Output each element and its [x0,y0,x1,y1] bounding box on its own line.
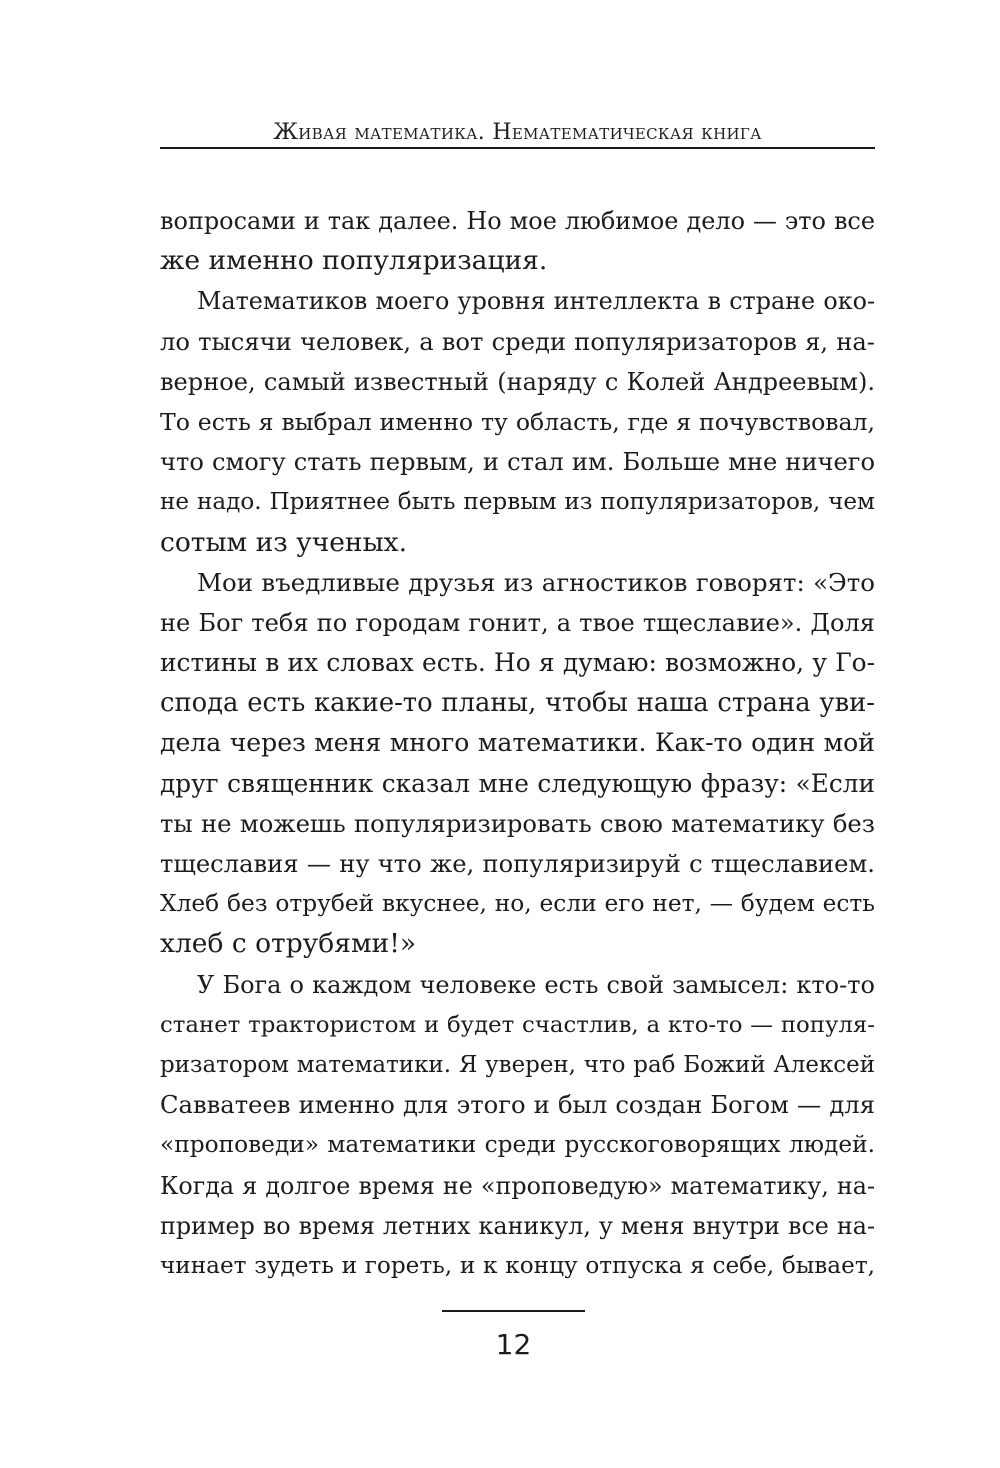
running-head: Живая математика. Нематематическая книга [273,120,762,145]
text-line: У Бога о каждом человеке есть свой замысел: кто-то [197,970,875,999]
text-line: То есть я выбрал именно ту область, где я почувствовал, [160,407,875,436]
text-line: ло тысячи человек, а вот среди популяризаторов я, на- [160,327,875,356]
text-line: верное, самый известный (наряду с Колей Андреевым). [160,367,875,396]
text-line: «проповеди» математики среди русскоговорящих людей. [160,1131,875,1159]
text-line: Когда я долгое время не «проповедую» математику, на- [160,1171,875,1200]
text-line: дела через меня много математики. Как-то один мой [160,728,875,758]
text-line: Математиков моего уровня интеллекта в стране око- [197,287,875,316]
text-line: не Бог тебя по городам гонит, а твое тщеславие». Доля [160,608,875,637]
text-line: ризатором математики. Я уверен, что раб Божий Алексей [160,1051,875,1078]
text-line: сотым из ученых. [160,526,408,558]
text-line: ты не можешь популяризировать свою математику без [160,808,875,838]
text-line: не надо. Приятнее быть первым из популяризаторов, чем [160,489,875,516]
text-line: что смогу стать первым, и стал им. Больше мне ничего [160,448,875,477]
text-line: Савватеев именно для этого и был создан Богом — для [160,1090,875,1120]
text-line: вопросами и так далее. Но мое любимое дело — это все [160,207,875,235]
text-line: истины в их словах есть. Но я думаю: возможно, у Го- [160,648,875,678]
text-line: спода есть какие-то планы, чтобы наша страна уви- [160,688,875,719]
text-line: тщеславия — ну что же, популяризируй с тщеславием. [160,850,875,878]
text-line: станет трактористом и будет счастлив, а кто-то — популя- [160,1011,875,1038]
text-line: друг священник сказал мне следующую фразу: «Если [160,768,875,798]
page-number: 12 [495,1328,532,1361]
text-line: хлеб с отрубями!» [160,928,417,960]
text-line: Хлеб без отрубей вкуснее, но, если его нет, — будем есть [160,890,875,918]
text-line: пример во время летних каникул, у меня внутри все на- [160,1211,875,1240]
header-rule [160,147,875,149]
body-text [160,201,875,1286]
text-line: Мои въедливые друзья из агностиков говорят: «Это [197,567,875,597]
footer-rule [442,1310,585,1312]
text-line: же именно популяризация. [160,245,548,277]
text-line: чинает зудеть и гореть, и к концу отпуска я себе, бывает, [160,1252,875,1279]
